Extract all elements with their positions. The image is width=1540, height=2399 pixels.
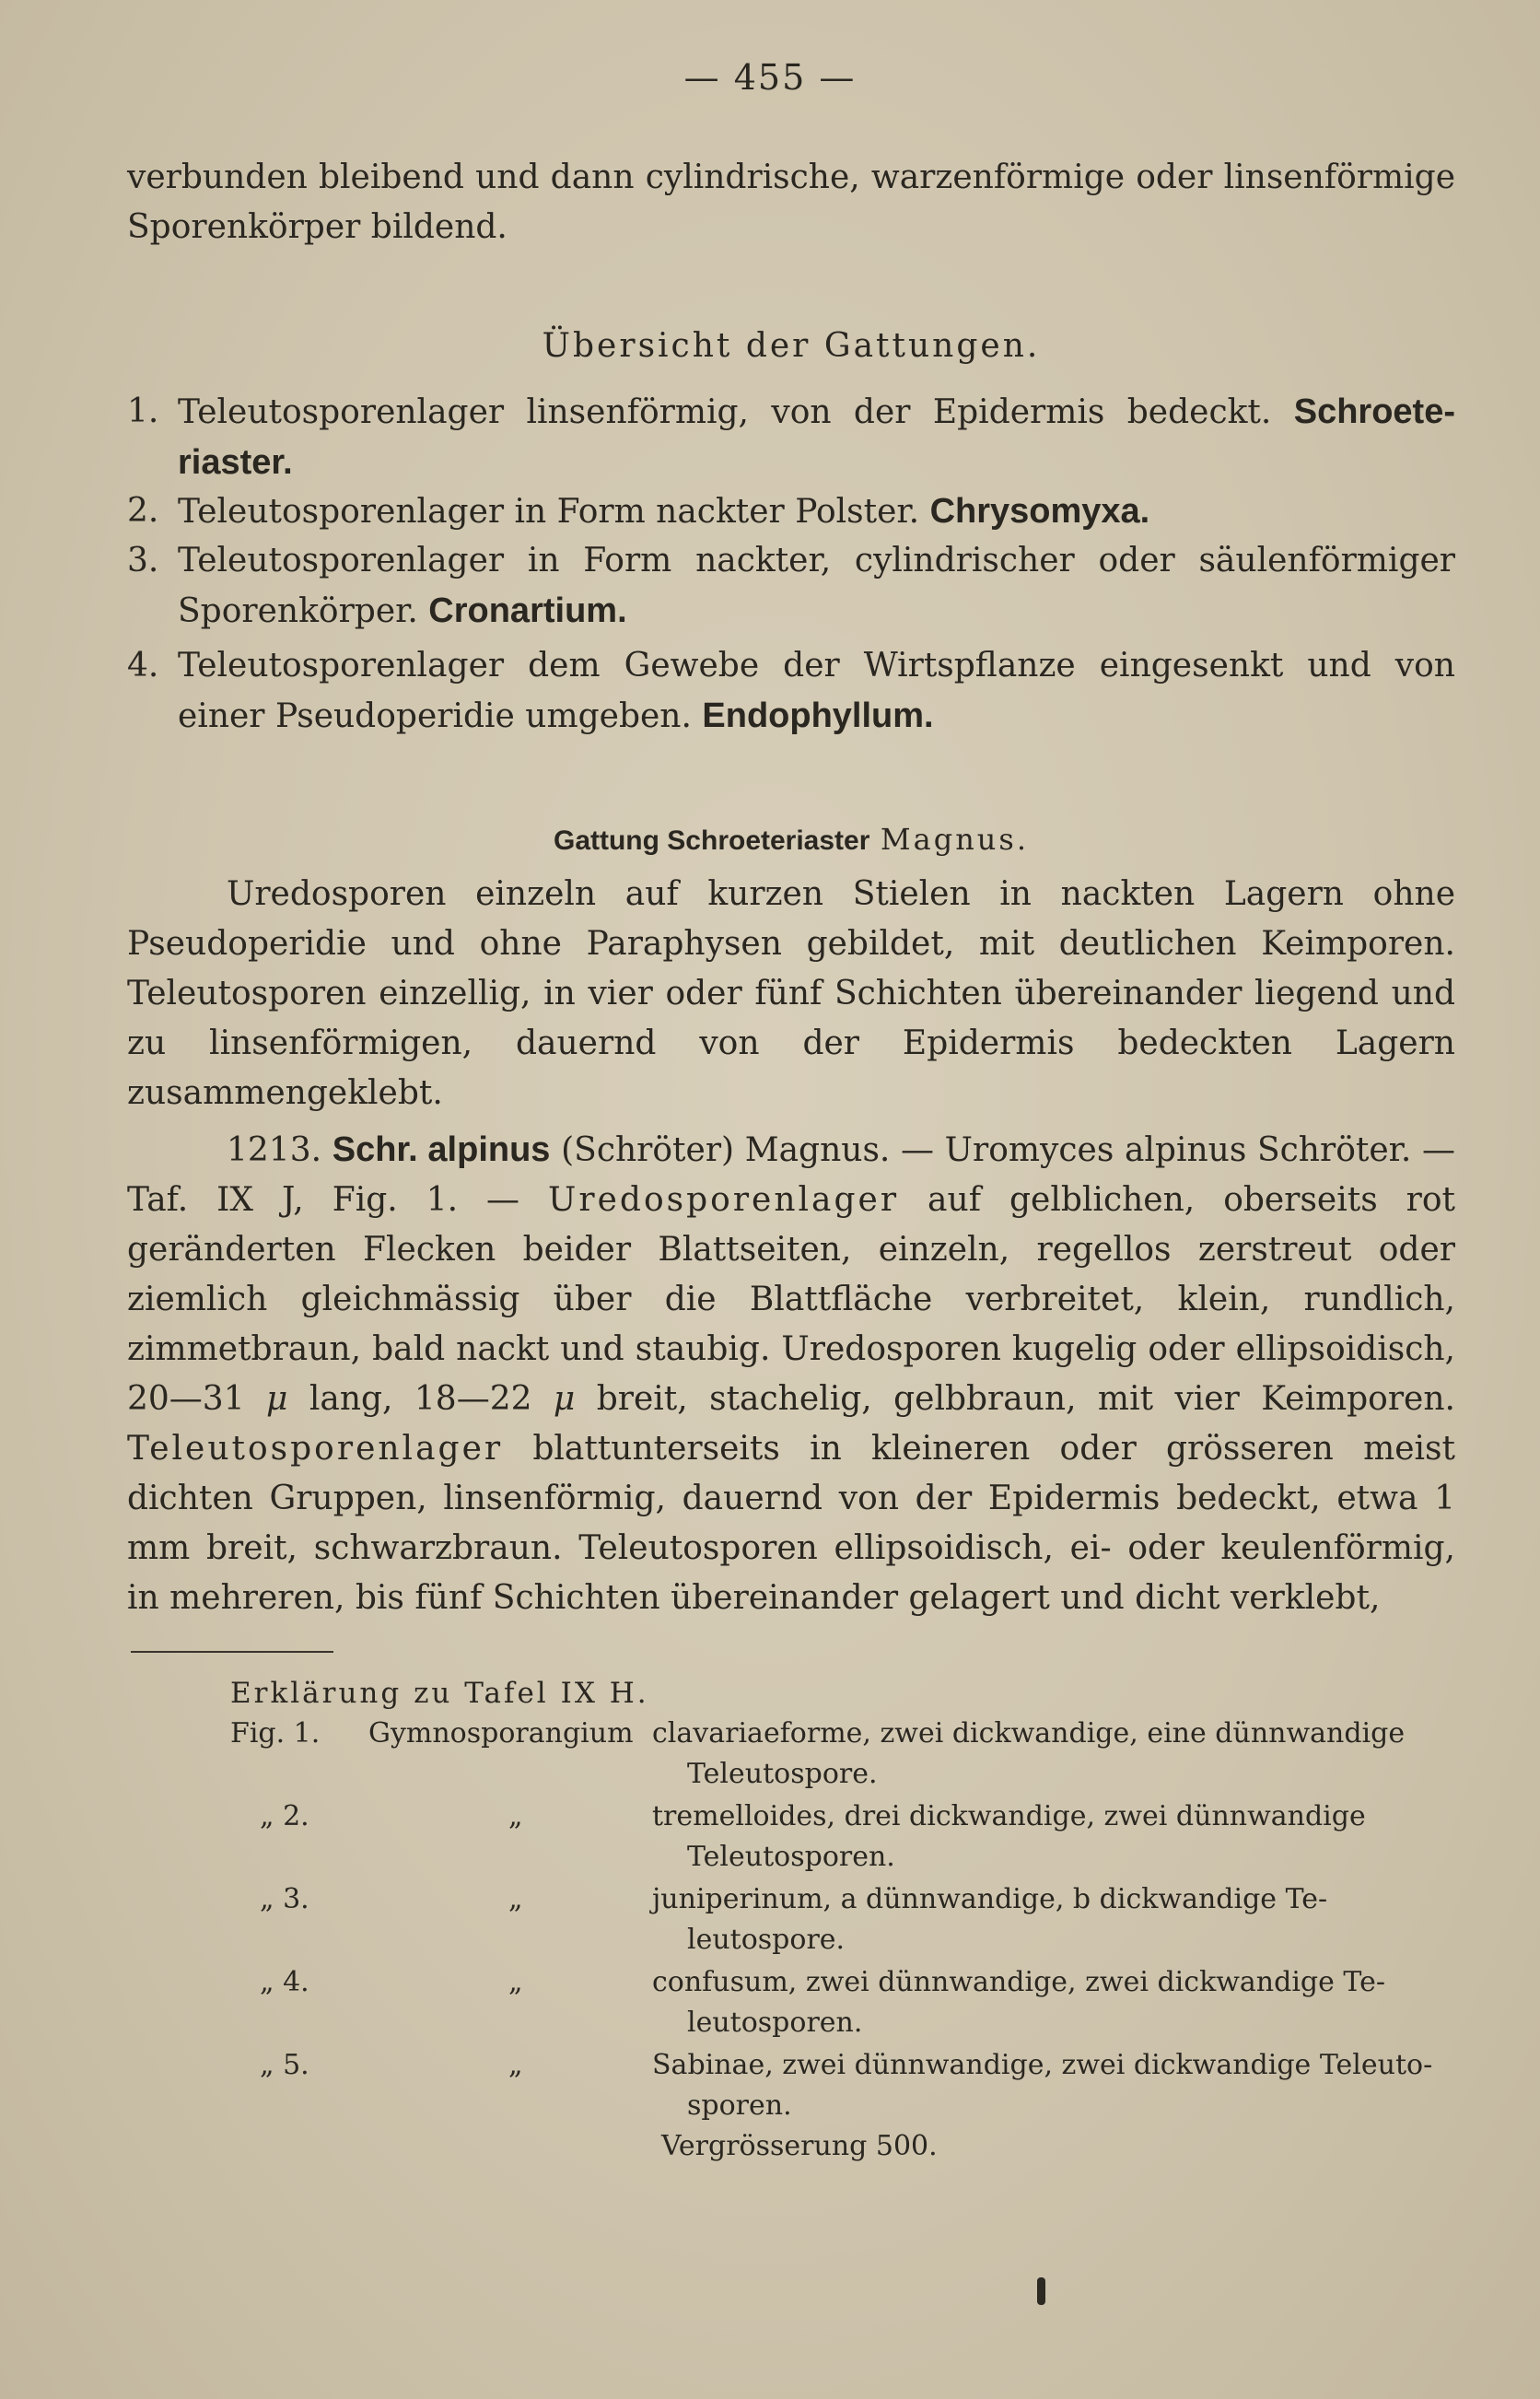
footnote-fig-line2: Teleutosporen. — [687, 1841, 895, 1873]
genus-list-item — [127, 387, 1455, 488]
species-name: Schr. alpinus — [332, 1130, 551, 1169]
teleuto-label: Teleutosporenlager — [127, 1430, 504, 1468]
footnote-fig-label: „ 2. — [260, 1800, 309, 1832]
page-number: — 455 — — [683, 57, 857, 98]
ink-speck — [1037, 2277, 1045, 2305]
footnote-title: Erklärung zu Tafel IX H. — [230, 1677, 649, 1710]
list-number: 4. — [127, 647, 159, 685]
footnote-fig-line1: confusum, zwei dünnwandige, zwei dickwandige Te- — [652, 1966, 1385, 1998]
footnote-fig-line1: Sabinae, zwei dünnwandige, zwei dickwandige Teleuto- — [652, 2049, 1433, 2081]
footnote-fig-line2: leutospore. — [687, 1924, 846, 1956]
footnote-fig-label: Fig. 1. — [230, 1717, 321, 1750]
intro-line-1: verbunden bleibend und dann cylindrische, warzenförmige oder linsenförmige — [127, 158, 1455, 196]
footnote-fig-line1: clavariaeforme, zwei dickwandige, eine dünnwandige — [652, 1717, 1406, 1750]
footnote-fig-line1: tremelloides, drei dickwandige, zwei dünnwandige — [652, 1800, 1366, 1832]
species-text-b: lang, 18—22 — [309, 1380, 532, 1418]
list-text: Teleutosporenlager in Form nackter, cylindrischer oder säulenförmiger Sporenkörper. — [178, 542, 1455, 630]
uredo-label: Uredosporenlager — [548, 1181, 900, 1219]
genus-name: Chrysomyxa. — [929, 492, 1150, 531]
species-number: 1213. — [227, 1131, 322, 1169]
footnote-divider — [131, 1651, 333, 1653]
footnote-fig-label: „ 3. — [260, 1883, 309, 1915]
intro-text — [127, 153, 1455, 252]
genus-list-item — [127, 641, 1455, 742]
footnote-fig-line2: sporen. — [687, 2089, 792, 2122]
species-entry — [127, 1125, 1455, 1623]
footnote-fig-genus: „ — [508, 1966, 523, 1998]
genus-name: Endophyllum. — [702, 696, 934, 735]
footnote-fig-line2: Teleutospore. — [687, 1758, 878, 1790]
list-number: 3. — [127, 542, 159, 579]
list-text: Teleutosporenlager linsenförmig, von der Epidermis bedeckt. — [178, 393, 1272, 431]
footnote-fig-genus: „ — [508, 1800, 523, 1832]
micron-symbol: μ — [553, 1380, 576, 1418]
genus-list-item — [127, 486, 1455, 537]
footnote-fig-label: „ 5. — [260, 2049, 309, 2081]
list-text: Teleutosporenlager in Form nackter Polster. — [178, 493, 920, 531]
genus-list-item — [127, 536, 1455, 637]
genus-name: Cronartium. — [428, 591, 627, 630]
footnote-fig-genus: „ — [508, 2049, 523, 2081]
list-number: 2. — [127, 492, 159, 530]
footnote-fig-genus: Gymnosporangium — [368, 1717, 634, 1750]
genus-heading-author: Magnus. — [880, 822, 1029, 857]
genus-heading — [127, 814, 1455, 866]
species-text-c: breit, stachelig, gelbbraun, mit vier Keimporen. — [596, 1380, 1455, 1418]
species-authors: (Schröter) Magnus. — Uromyces alpinus Schröter. — Taf. IX J, Fig. 1. — — [127, 1131, 1455, 1219]
genus-description: Uredosporen einzeln auf kurzen Stielen in nackten Lagern ohne Pseudoperidie und ohne Paraphysen gebildet, mit deutlichen Keimporen. Teleutosporen einzellig, in vier oder fünf Schichten übereinander liegend und zu linsenförmigen, dauernd von der Epidermis bedeckten Lagern zusammengeklebt. — [127, 875, 1455, 1112]
species-text-a: auf gelblichen, oberseits rot geränderten Flecken beider Blattseiten, einzeln, regellos zerstreut oder ziemlich gleichmässig über die Blattfläche verbreitet, klein, rundlich, zimmetbraun, bald nackt und staubig. Uredosporen kugelig oder ellipsoidisch, 20—31 — [127, 1181, 1456, 1418]
list-number: 1. — [127, 392, 159, 430]
intro-line-2: Sporenkörper bildend. — [127, 208, 508, 246]
footnote-fig-genus: „ — [508, 1883, 523, 1915]
genus-name: Schroete-riaster. — [178, 392, 1455, 482]
micron-symbol: μ — [266, 1380, 288, 1418]
list-text: Teleutosporenlager dem Gewebe der Wirtspflanze eingesenkt und von einer Pseudoperidie umgeben. — [178, 647, 1455, 735]
footnote-fig-line2: leutosporen. — [687, 2007, 863, 2039]
overview-heading: Übersicht der Gattungen. — [542, 327, 1041, 365]
footnote-fig-line1: juniperinum, a dünnwandige, b dickwandige Te- — [652, 1883, 1328, 1915]
genus-heading-name: Gattung Schroeteriaster — [553, 825, 870, 856]
species-text-d: blattunterseits in kleineren oder grösseren meist dichten Gruppen, linsenförmig, dauernd von der Epidermis bedeckt, etwa 1 mm breit, schwarzbraun. Teleutosporen ellipsoidisch, ei- oder keulenförmig, in mehreren, bis fünf Schichten übereinander gelagert und dicht verklebt, — [127, 1430, 1455, 1617]
footnote-magnification: Vergrösserung 500. — [661, 2130, 938, 2162]
footnote-fig-label: „ 4. — [260, 1966, 309, 1998]
